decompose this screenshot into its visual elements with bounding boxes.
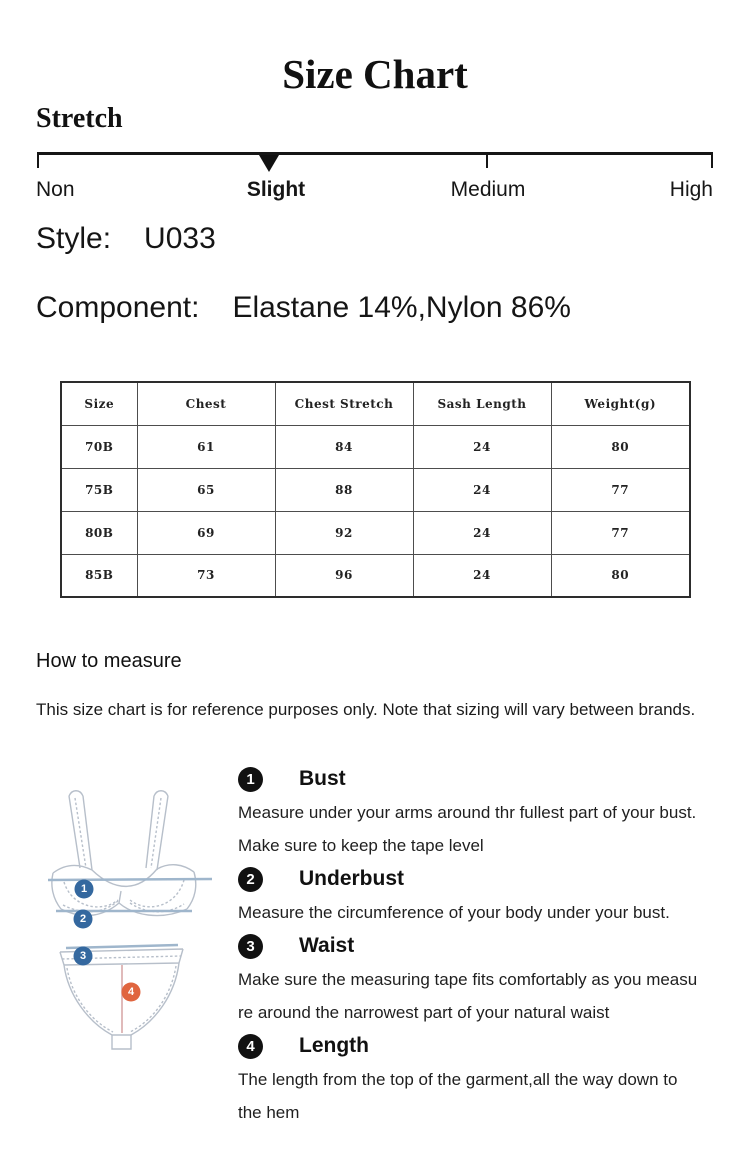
bust-marker-number: 1: [80, 883, 88, 895]
stretch-pointer-icon: [259, 155, 279, 172]
underbust-marker-number: 2: [79, 913, 87, 925]
bra-sketch: [52, 791, 196, 916]
measure-item-heading: [238, 762, 730, 796]
numbered-badge-icon: 3: [238, 934, 263, 959]
measure-item-waist: [238, 929, 730, 1029]
measure-item-heading: [238, 929, 730, 963]
size-table-cell: 61: [137, 425, 275, 468]
measure-item-heading: [238, 1029, 730, 1063]
size-table-cell: 77: [551, 511, 690, 554]
measure-item-title: Bust: [299, 767, 346, 790]
size-table-header-cell: Chest Stretch: [275, 382, 413, 425]
stretch-level-slight: Slight: [246, 178, 306, 201]
style-value: U033: [144, 222, 216, 255]
size-table: [60, 381, 691, 598]
stretch-level-medium: Medium: [450, 178, 526, 201]
size-table-cell: 24: [413, 468, 551, 511]
component-label: Component:: [36, 291, 200, 324]
size-table-cell: 73: [137, 554, 275, 597]
size-table-row: [61, 511, 690, 554]
style-label: Style:: [36, 222, 112, 255]
stretch-scale-line: [37, 152, 713, 155]
size-table-cell: 88: [275, 468, 413, 511]
size-table-cell: 92: [275, 511, 413, 554]
stretch-tick-non: [37, 155, 39, 168]
measure-item-heading: [238, 862, 730, 896]
waist-marker-number: 3: [79, 950, 87, 962]
size-table-cell: 24: [413, 554, 551, 597]
size-table-cell: 65: [137, 468, 275, 511]
measure-item-text-line: Measure the circumference of your body under your bust.: [238, 903, 670, 922]
page-title: Size Chart: [282, 51, 468, 97]
measure-item-text-line: the hem: [238, 1103, 300, 1122]
size-table-row: [61, 554, 690, 597]
measure-item-title: Waist: [299, 934, 355, 957]
size-table-cell: 80B: [61, 511, 137, 554]
underbust-marker: [74, 910, 93, 929]
size-table-row: [61, 468, 690, 511]
numbered-badge-icon: 2: [238, 867, 263, 892]
style-row: [36, 222, 216, 256]
measure-item-text-line: re around the narrowest part of your natural waist: [238, 1003, 610, 1022]
size-table-header-cell: Sash Length: [413, 382, 551, 425]
size-table-cell: 96: [275, 554, 413, 597]
numbered-badge-icon: 1: [238, 767, 263, 792]
garment-measure-illustration: [20, 760, 240, 1120]
size-table-cell: 80: [551, 554, 690, 597]
size-table-cell: 69: [137, 511, 275, 554]
measure-item-underbust: [238, 862, 730, 929]
bust-measure-line: [48, 879, 212, 880]
size-table-header-cell: Weight(g): [551, 382, 690, 425]
size-table-cell: 77: [551, 468, 690, 511]
stretch-heading: Stretch: [36, 103, 123, 134]
measure-instructions: [238, 762, 730, 1129]
stretch-tick-high: [711, 155, 713, 168]
measure-item-text-line: Make sure to keep the tape level: [238, 836, 484, 855]
measure-item-text-line: Make sure the measuring tape fits comfortably as you measu: [238, 970, 698, 989]
measure-item-text-line: The length from the top of the garment,all the way down to: [238, 1070, 678, 1089]
size-table-cell: 80: [551, 425, 690, 468]
measure-item-bust: [238, 762, 730, 862]
size-table-row: [61, 425, 690, 468]
size-table-header-cell: Chest: [137, 382, 275, 425]
reference-note: This size chart is for reference purposes only. Note that sizing will vary between brands.: [36, 700, 696, 719]
component-row: [36, 291, 571, 325]
measure-item-title: Underbust: [299, 867, 404, 890]
measure-item-length: [238, 1029, 730, 1129]
measure-item-text-line: Measure under your arms around thr fullest part of your bust.: [238, 803, 697, 822]
stretch-scale: [37, 152, 713, 174]
numbered-badge-icon: 4: [238, 1034, 263, 1059]
bust-marker: [75, 880, 94, 899]
length-marker: [122, 983, 141, 1002]
size-table-cell: 84: [275, 425, 413, 468]
size-table-cell: 85B: [61, 554, 137, 597]
stretch-level-non: Non: [36, 178, 75, 201]
length-marker-number: 4: [127, 986, 135, 998]
size-table-cell: 24: [413, 511, 551, 554]
size-table-header-cell: Size: [61, 382, 137, 425]
stretch-tick-medium: [486, 155, 488, 168]
size-table-header-row: [61, 382, 690, 425]
size-table-cell: 24: [413, 425, 551, 468]
how-to-measure-heading: How to measure: [36, 650, 182, 672]
stretch-level-high: High: [669, 178, 713, 201]
size-table-cell: 75B: [61, 468, 137, 511]
waist-marker: [74, 947, 93, 966]
measure-item-title: Length: [299, 1034, 369, 1057]
size-table-cell: 70B: [61, 425, 137, 468]
component-value: Elastane 14%,Nylon 86%: [232, 291, 571, 324]
